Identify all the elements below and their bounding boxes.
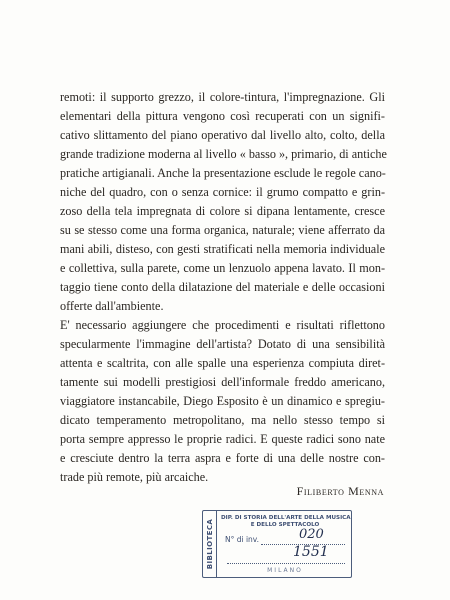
library-stamp <box>202 510 352 578</box>
text-line: cativo slittamento del piano operativo dal livello alto, colto, della <box>60 128 385 142</box>
stamp-header: DIP. DI STORIA DELL'ARTE DELLA MUSICA <box>221 515 351 521</box>
text-line: elementari della pittura vengono così recuperati con un signifi- <box>60 109 385 123</box>
text-line: mani abili, disteso, con gesti stratificati nella memoria individuale <box>60 242 385 256</box>
text-line: zoso della tela impregnata di colore si dipana lentamente, cresce <box>60 204 385 218</box>
author-signature: Filiberto Menna <box>296 484 384 498</box>
text-line: offerte dall'ambiente. <box>60 299 164 313</box>
text-line: tamente sui modelli prestigiosi dell'informale freddo americano, <box>60 375 385 389</box>
text-line: pratiche artigianali. Anche la presentazione esclude le regole cano- <box>60 166 386 180</box>
stamp-dotted-line <box>227 563 345 564</box>
text-line: trade più remote, più arcaiche. <box>60 470 209 484</box>
stamp-side-label: BIBLIOTECA <box>205 518 214 570</box>
stamp-inventory-number: 020 <box>299 527 324 542</box>
text-line: viaggiatore instancabile, Diego Esposito è un dinamico e spregiu- <box>60 394 385 408</box>
text-line: grande tradizione moderna al livello « basso », primario, di antiche <box>60 147 387 161</box>
stamp-side-panel <box>203 511 217 577</box>
text-line: remoti: il supporto grezzo, il colore-tintura, l'impregnazione. Gli <box>60 90 385 104</box>
text-line: e collettiva, sulla parete, come un lenzuolo appena lavato. Il mon- <box>60 261 385 275</box>
text-line: e cresciute dentro la terra aspra e forte di una delle nostre con- <box>60 451 385 465</box>
stamp-city: MILANO <box>267 567 303 574</box>
text-line: attenta e scaltrita, con alle spalle una esperienza compiuta diret- <box>60 356 385 370</box>
stamp-collocation-number: 1551 <box>293 544 329 560</box>
stamp-inventory-label: N° di inv. <box>225 535 260 544</box>
text-line: taggio tiene conto della dilatazione del materiale e delle occasioni <box>60 280 385 294</box>
text-line: niche del quadro, con o senza cornice: il grumo compatto e grin- <box>60 185 385 199</box>
text-line: dicato temperamento metropolitano, ma nello stesso tempo si <box>60 413 385 427</box>
text-line: porta sempre appresso le proprie radici. E queste radici sono nate <box>60 432 385 446</box>
stamp-subheader: E DELLO SPETTACOLO <box>250 522 320 528</box>
text-line: specularmente l'immagine dell'artista? Dotato di una sensibilità <box>60 337 385 351</box>
text-line: su se stesso come una forma organica, naturale; viene afferrato da <box>60 223 385 237</box>
text-line: E' necessario aggiungere che procedimenti e risultati riflettono <box>60 318 385 332</box>
